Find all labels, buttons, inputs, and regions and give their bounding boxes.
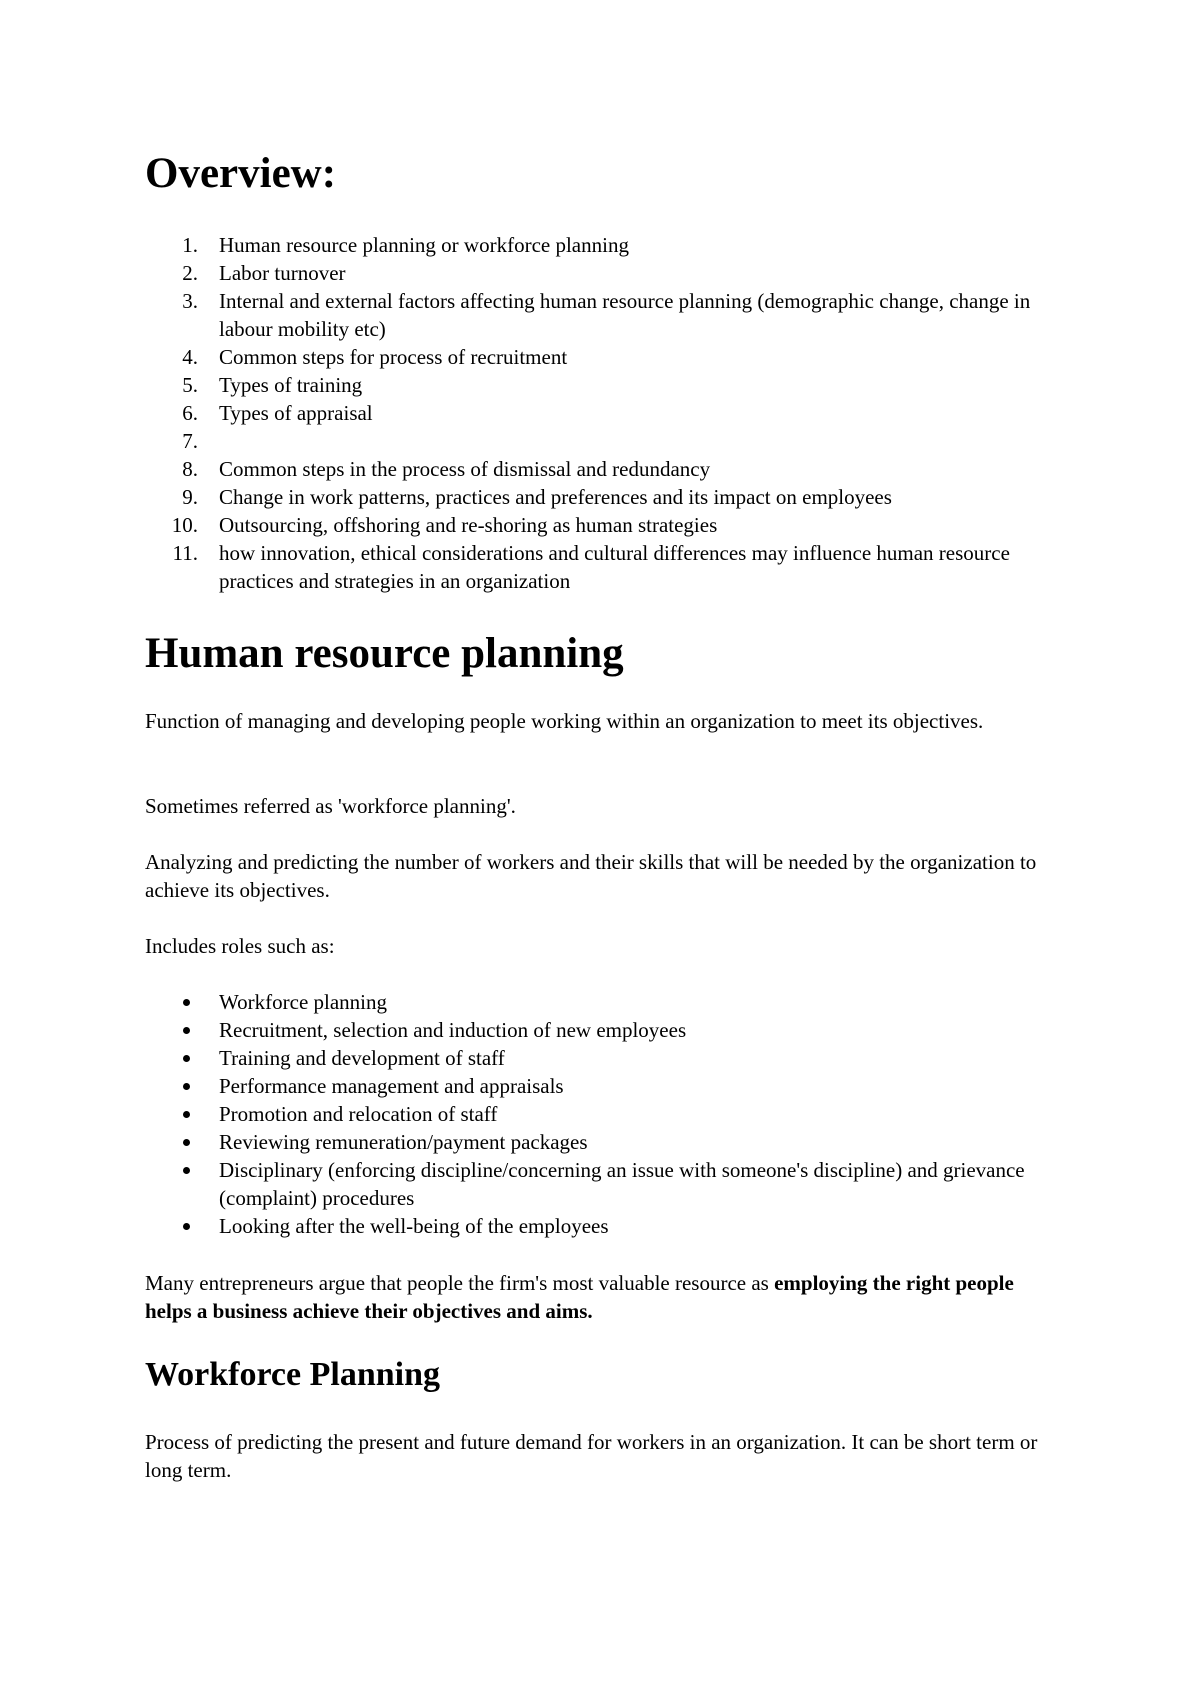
bullet-icon: [183, 1100, 190, 1118]
list-item: [145, 1128, 1075, 1156]
list-number: 11.: [172, 541, 198, 565]
list-number: 5.: [182, 373, 198, 397]
list-item-text: how innovation, ethical considerations and cultural differences may influence human resource practices and strategies in an organization: [219, 541, 1010, 593]
list-item-text: Performance management and appraisals: [219, 1074, 564, 1098]
closing-emphasis: employing the right people helps a business achieve their objectives and aims.: [145, 1271, 1014, 1323]
list-item: [145, 399, 1075, 427]
bullet-icon: [183, 1156, 190, 1174]
list-item: [145, 511, 1075, 539]
list-item: [145, 539, 1075, 595]
list-number: 6.: [182, 401, 198, 425]
hrp-analysis-paragraph: Analyzing and predicting the number of workers and their skills that will be needed by the organization to achieve its objectives.: [145, 850, 1037, 902]
list-item: [145, 455, 1075, 483]
list-item: [145, 427, 1075, 455]
list-item: [145, 1044, 1075, 1072]
list-item: [145, 343, 1075, 371]
list-item: [145, 1100, 1075, 1128]
list-item: [145, 259, 1075, 287]
list-item: [145, 988, 1075, 1016]
list-item: [145, 1212, 1075, 1240]
overview-heading: Overview:: [145, 150, 337, 197]
list-item-text: Promotion and relocation of staff: [219, 1102, 498, 1126]
bullet-icon: [183, 1016, 190, 1034]
list-item-text: Workforce planning: [219, 990, 387, 1014]
list-number: 8.: [182, 457, 198, 481]
list-item: [145, 483, 1075, 511]
list-item-text: Labor turnover: [219, 261, 346, 285]
list-item-text: Looking after the well-being of the employees: [219, 1214, 609, 1238]
bullet-icon: [183, 1128, 190, 1146]
list-number: 2.: [182, 261, 198, 285]
list-item: [145, 1156, 1075, 1212]
human-resource-planning-heading: Human resource planning: [145, 630, 624, 677]
list-number: 4.: [182, 345, 198, 369]
list-item-text: Reviewing remuneration/payment packages: [219, 1130, 588, 1154]
list-item: [145, 1072, 1075, 1100]
list-number: 3.: [182, 289, 198, 313]
overview-list: [145, 231, 1075, 595]
workforce-definition-paragraph: Process of predicting the present and future demand for workers in an organization. It can be short term or long term.: [145, 1430, 1038, 1482]
hrp-definition-paragraph: Function of managing and developing people working within an organization to meet its objectives.: [145, 709, 984, 733]
list-item: [145, 231, 1075, 259]
bullet-icon: [183, 1044, 190, 1062]
list-item-text: Change in work patterns, practices and preferences and its impact on employees: [219, 485, 892, 509]
list-item-text: Disciplinary (enforcing discipline/concerning an issue with someone's discipline) and grievance (complaint) procedures: [219, 1158, 1025, 1210]
list-item-text: Common steps in the process of dismissal and redundancy: [219, 457, 711, 481]
hrp-alias-paragraph: Sometimes referred as 'workforce planning'.: [145, 794, 516, 818]
list-item-text: Types of appraisal: [219, 401, 373, 425]
hrp-closing-paragraph: [145, 1269, 1055, 1325]
list-item: [145, 1016, 1075, 1044]
list-number: 1.: [182, 233, 198, 257]
list-number: 9.: [182, 485, 198, 509]
list-item-text: Human resource planning or workforce planning: [219, 233, 629, 257]
list-number: 10.: [171, 513, 198, 537]
list-item-text: Outsourcing, offshoring and re-shoring as human strategies: [219, 513, 718, 537]
closing-text: Many entrepreneurs argue that people the firm's most valuable resource as: [145, 1271, 775, 1295]
list-number: 7.: [182, 429, 198, 453]
list-item-text: Types of training: [219, 373, 363, 397]
list-item-text: Internal and external factors affecting human resource planning (demographic change, change in labour mobility etc): [219, 289, 1031, 341]
list-item-text: Recruitment, selection and induction of new employees: [219, 1018, 687, 1042]
hrp-roles-list: [145, 988, 1075, 1240]
bullet-icon: [183, 1212, 190, 1230]
list-item: [145, 287, 1075, 343]
list-item-text: Training and development of staff: [219, 1046, 505, 1070]
bullet-icon: [183, 1072, 190, 1090]
workforce-planning-heading: Workforce Planning: [145, 1356, 440, 1393]
bullet-icon: [183, 988, 190, 1006]
list-item: [145, 371, 1075, 399]
hrp-roles-intro: Includes roles such as:: [145, 934, 335, 958]
list-item-text: Common steps for process of recruitment: [219, 345, 568, 369]
